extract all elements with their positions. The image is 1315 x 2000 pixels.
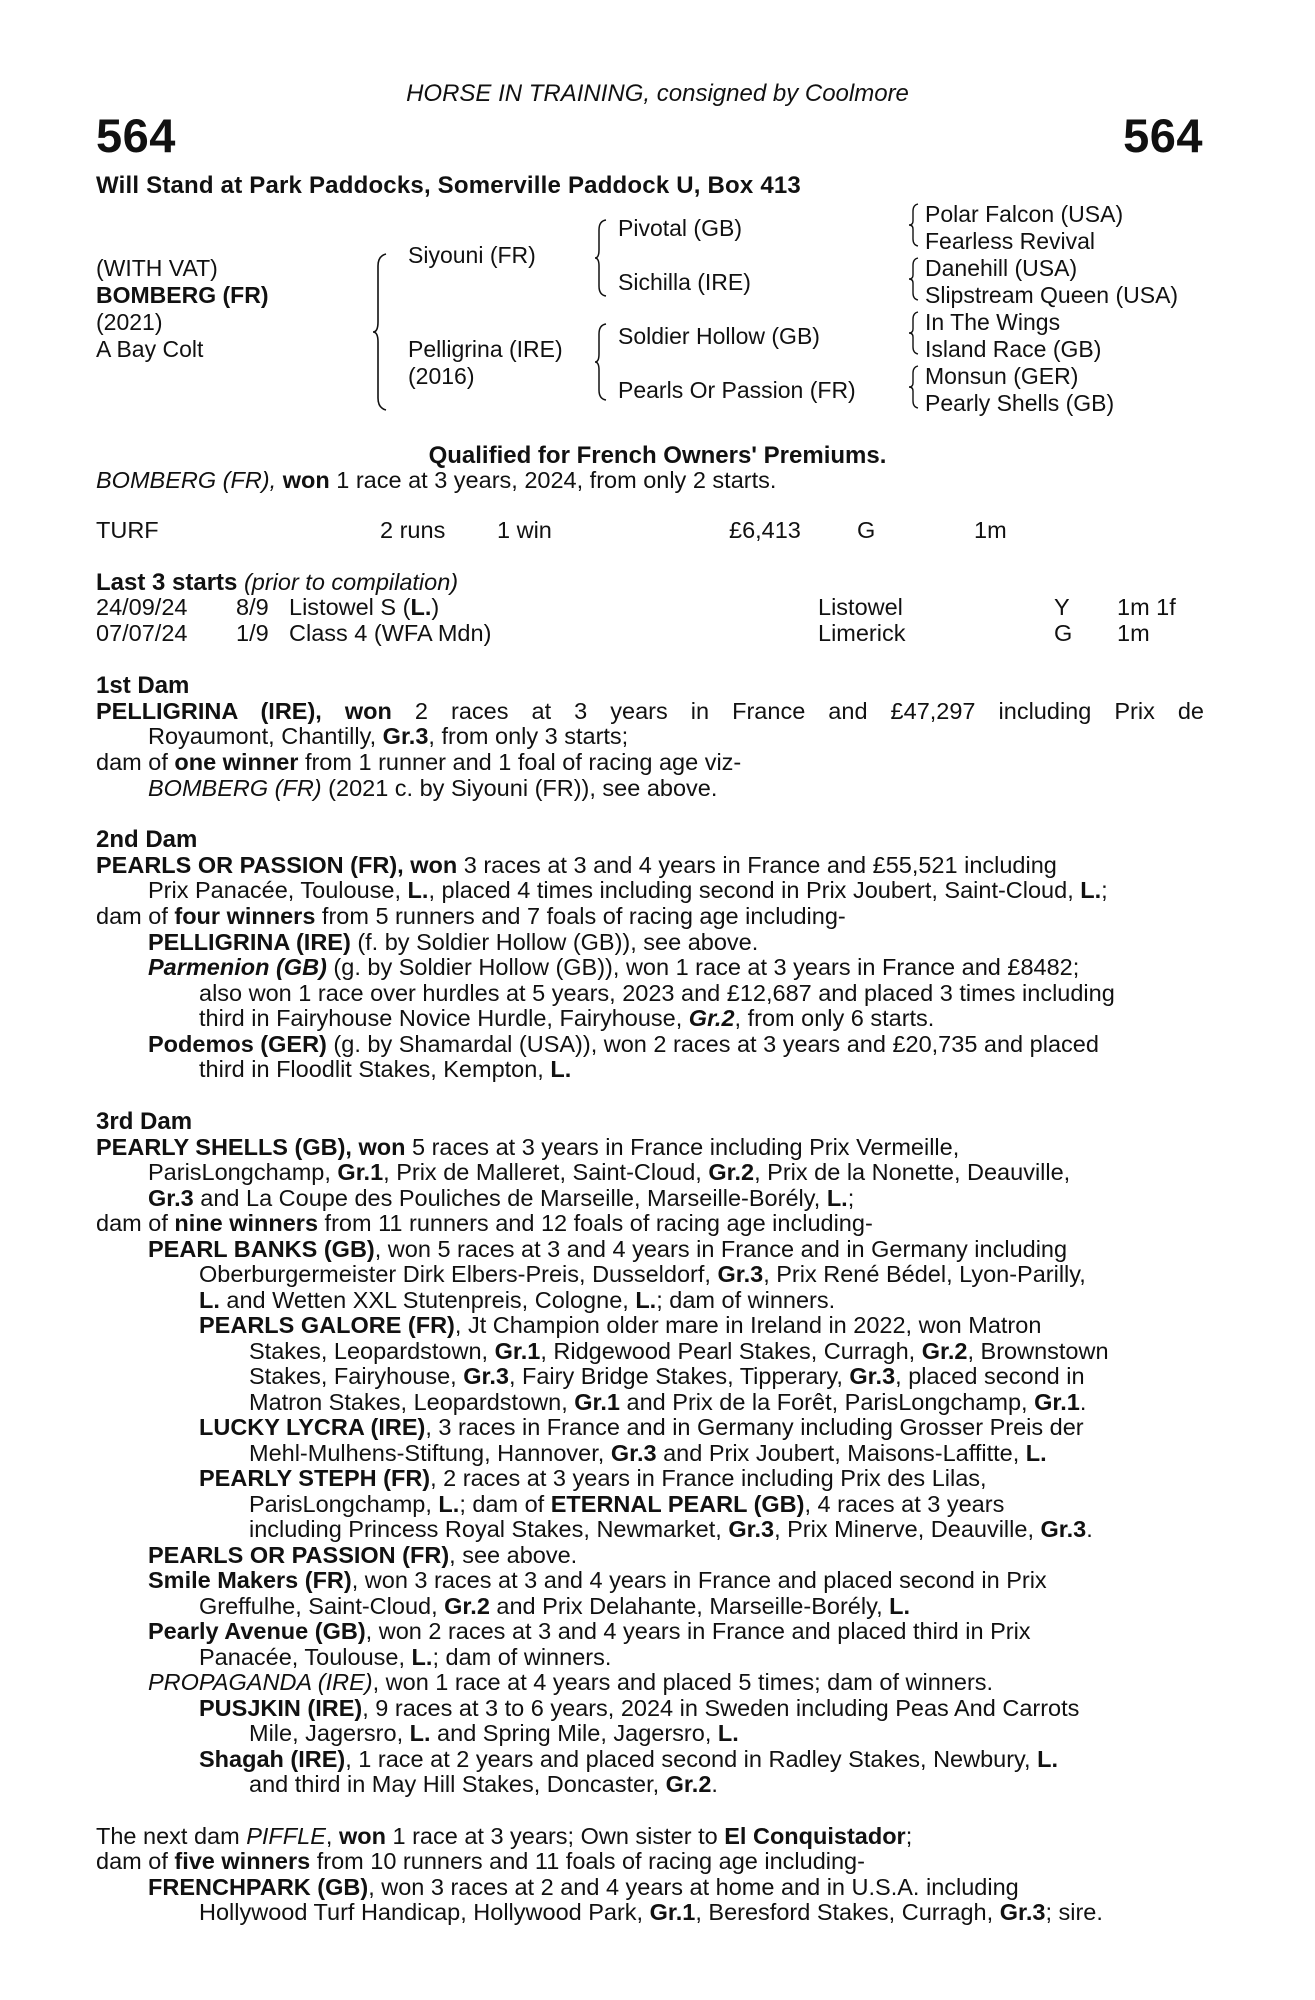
progeny-line — [148, 1875, 1019, 1901]
grade-label: Gr.3 — [717, 1261, 764, 1287]
grade-label: Gr.2 — [665, 1771, 712, 1797]
third-dam-text: and La Coupe des Pouliches de Marseille, Marseille-Borély, — [193, 1185, 827, 1211]
grade-label: L. — [889, 1593, 911, 1619]
pedigree-brace-ss — [908, 203, 920, 247]
progeny-line — [249, 1517, 1093, 1543]
progeny-line — [249, 1492, 1004, 1518]
progeny-text: Hollywood Turf Handicap, Hollywood Park, — [199, 1899, 650, 1925]
second-dam-text: ; — [1101, 877, 1108, 903]
next-dam-line — [96, 1824, 912, 1850]
winners-count: nine winners — [174, 1210, 319, 1236]
second-dam-name: PEARLS OR PASSION (FR), won — [96, 852, 458, 878]
dam-sire: Soldier Hollow (GB) — [618, 323, 820, 349]
progeny-line — [199, 1313, 1041, 1339]
sibling-name: El Conquistador — [724, 1823, 906, 1849]
progeny-line — [249, 1721, 739, 1747]
qualified-note: Qualified for French Owners' Premiums. — [428, 442, 887, 469]
first-dam-text: , from only 3 starts; — [428, 723, 629, 749]
progeny-text: and Prix Delahante, Marseille-Borély, — [489, 1593, 890, 1619]
pedigree-brace-sire — [594, 218, 608, 298]
grade-label: L. — [1025, 1440, 1047, 1466]
pedigree-brace-dd — [908, 365, 920, 409]
second-dam-text: 3 races at 3 and 4 years in France and £55,521 including — [457, 852, 1057, 878]
progeny-text: ; dam of — [459, 1491, 551, 1517]
vat-note: (WITH VAT) — [96, 255, 218, 281]
grade-label: Gr.3 — [999, 1899, 1046, 1925]
horse-year: (2021) — [96, 309, 163, 335]
grade-label: Gr.2 — [708, 1159, 755, 1185]
progeny-line — [199, 1262, 1086, 1288]
progeny-text: , 9 races at 3 to 6 years, 2024 in Sweden including Peas And Carrots — [362, 1695, 1080, 1721]
progeny-text: and third in May Hill Stakes, Doncaster, — [249, 1771, 666, 1797]
next-dam-text: , — [325, 1823, 339, 1849]
start-row-race-grade: L. — [410, 594, 432, 620]
first-dam-text: Royaumont, Chantilly, — [148, 723, 383, 749]
progeny-name: ETERNAL PEARL (GB) — [550, 1491, 805, 1517]
grade-label: L. — [199, 1287, 220, 1313]
progeny-text: including Princess Royal Stakes, Newmarket, — [249, 1516, 729, 1542]
first-dam-heading: 1st Dam — [96, 672, 190, 699]
progeny-text: Stakes, Leopardstown, — [249, 1338, 495, 1364]
progeny-line — [148, 1568, 1047, 1594]
grade-label: L. — [411, 1644, 433, 1670]
progeny-name: PELLIGRINA (IRE) — [148, 929, 351, 955]
third-dam-text: from 11 runners and 12 foals of racing age including- — [318, 1210, 873, 1236]
progeny-text: , placed second in — [895, 1363, 1085, 1389]
third-dam-line — [148, 1160, 1070, 1186]
next-dam-text: dam of — [96, 1848, 175, 1874]
first-dam-text: (2021 c. by Siyouni (FR)), see above. — [321, 775, 718, 801]
next-dam-name: PIFFLE — [246, 1823, 326, 1849]
progeny-text: , Prix Minerve, Deauville, — [774, 1516, 1041, 1542]
first-dam-text: 2 races at 3 years in France and £47,297 including Prix de — [414, 698, 1204, 724]
progeny-text: (f. by Soldier Hollow (GB)), see above. — [350, 929, 759, 955]
second-dam-line — [96, 853, 1057, 879]
progeny-text: third in Fairyhouse Novice Hurdle, Fairyhouse, — [199, 1005, 689, 1031]
grade-label: L. — [409, 1720, 431, 1746]
lot-number-right: 564 — [1123, 109, 1203, 162]
grade-label: L. — [438, 1491, 460, 1517]
start-row-course: Listowel — [818, 594, 903, 620]
second-dam-text: Prix Panacée, Toulouse, — [148, 877, 408, 903]
progeny-text: and Prix Joubert, Maisons-Laffitte, — [656, 1440, 1026, 1466]
progeny-line — [148, 1237, 1067, 1263]
progeny-line — [249, 1364, 1085, 1390]
grade-label: L. — [407, 877, 429, 903]
record-earnings: £6,413 — [729, 517, 801, 543]
progeny-text: Stakes, Fairyhouse, — [249, 1363, 464, 1389]
progeny-text: and Wetten XXL Stutenpreis, Cologne, — [219, 1287, 636, 1313]
pedigree-ssd: Fearless Revival — [925, 228, 1095, 254]
summary-won: won — [282, 467, 330, 493]
progeny-name: Smile Makers (FR) — [148, 1567, 352, 1593]
progeny-text: , Prix René Bédel, Lyon-Parilly, — [763, 1261, 1086, 1287]
start-row-going: Y — [1054, 594, 1070, 620]
progeny-text: Oberburgermeister Dirk Elbers-Preis, Dusseldorf, — [199, 1261, 718, 1287]
progeny-line — [148, 1670, 993, 1696]
lot-number-left: 564 — [96, 109, 176, 162]
progeny-line — [249, 1441, 1047, 1467]
start-row-race: Class 4 (WFA Mdn) — [289, 620, 492, 646]
progeny-text: Mehl-Mulhens-Stiftung, Hannover, — [249, 1440, 611, 1466]
pedigree-brace-sd — [908, 257, 920, 301]
second-dam-heading: 2nd Dam — [96, 826, 198, 853]
progeny-text: , Brownstown — [967, 1338, 1109, 1364]
progeny-line — [148, 1619, 1031, 1645]
summary-rest: 1 race at 3 years, 2024, from only 2 starts. — [336, 467, 777, 493]
last-starts-title: Last 3 starts — [96, 569, 238, 596]
progeny-text: ; dam of winners. — [656, 1287, 836, 1313]
progeny-name: Pearly Avenue (GB) — [148, 1618, 366, 1644]
grade-label: Gr.2 — [921, 1338, 968, 1364]
second-dam-line — [96, 904, 846, 930]
progeny-text: , Jt Champion older mare in Ireland in 2022, won Matron — [454, 1312, 1042, 1338]
grade-label: Gr.1 — [649, 1899, 696, 1925]
consignment-line: HORSE IN TRAINING, consigned by Coolmore — [406, 80, 909, 107]
progeny-line — [199, 1057, 571, 1083]
next-dam-line — [96, 1849, 865, 1875]
progeny-line — [199, 1645, 611, 1671]
first-dam-block — [96, 699, 1204, 725]
start-row-course: Limerick — [818, 620, 906, 646]
second-dam-text: from 5 runners and 7 foals of racing age including- — [315, 903, 846, 929]
record-wins: 1 win — [497, 517, 552, 543]
progeny-line — [199, 1696, 1079, 1722]
progeny-name: PUSJKIN (IRE) — [199, 1695, 363, 1721]
pedigree-dsd: Island Race (GB) — [925, 336, 1102, 362]
second-dam-text: , placed 4 times including second in Prix Joubert, Saint-Cloud, — [428, 877, 1081, 903]
grade-label: Gr.1 — [1034, 1389, 1080, 1415]
dam-name: Pelligrina (IRE) — [408, 336, 563, 362]
second-dam-line — [148, 878, 1108, 904]
next-dam-text: 1 race at 3 years; Own sister to — [385, 1823, 725, 1849]
progeny-name: FRENCHPARK (GB) — [148, 1874, 369, 1900]
third-dam-text: dam of — [96, 1210, 175, 1236]
pedigree-sss: Polar Falcon (USA) — [925, 201, 1124, 227]
start-row-distance: 1m 1f — [1117, 594, 1176, 620]
race-summary — [96, 468, 776, 494]
third-dam-heading: 3rd Dam — [96, 1108, 193, 1135]
progeny-text: , Fairy Bridge Stakes, Tipperary, — [508, 1363, 850, 1389]
pedigree-dss: In The Wings — [925, 309, 1061, 335]
pedigree-brace-ds — [908, 311, 920, 355]
next-dam-won: won — [338, 1823, 386, 1849]
progeny-text: (g. by Soldier Hollow (GB)), won 1 race at 3 years in France and £8482; — [326, 954, 1080, 980]
progeny-name: PEARLY STEPH (FR) — [199, 1465, 431, 1491]
record-runs: 2 runs — [380, 517, 446, 543]
progeny-text: , won 5 races at 3 and 4 years in France and in Germany including — [374, 1236, 1068, 1262]
progeny-text: , see above. — [449, 1542, 578, 1568]
grade-label: Gr.3 — [728, 1516, 775, 1542]
progeny-name: LUCKY LYCRA (IRE) — [199, 1414, 426, 1440]
grade-label: Gr.3 — [849, 1363, 896, 1389]
progeny-text: ; dam of winners. — [432, 1644, 612, 1670]
start-row-race-close: ) — [431, 594, 440, 620]
grade-label: L. — [1037, 1746, 1059, 1772]
grade-label: L. — [717, 1720, 739, 1746]
grade-label: L. — [826, 1185, 848, 1211]
progeny-text: , 3 races in France and in Germany including Grosser Preis der — [425, 1414, 1084, 1440]
pedigree-dds: Monsun (GER) — [925, 363, 1079, 389]
grade-label: Gr.1 — [574, 1389, 620, 1415]
progeny-line — [199, 1747, 1058, 1773]
grade-label: Gr.2 — [688, 1005, 735, 1031]
grade-label: L. — [1080, 877, 1102, 903]
progeny-line: also won 1 race over hurdles at 5 years, 2023 and £12,687 and placed 3 times including — [199, 980, 1115, 1006]
progeny-line — [199, 1594, 910, 1620]
progeny-text: third in Floodlit Stakes, Kempton, — [199, 1056, 551, 1082]
pedigree-sds: Danehill (USA) — [925, 255, 1078, 281]
progeny-text: , Beresford Stakes, Curragh, — [695, 1899, 1000, 1925]
progeny-text: ParisLongchamp, — [249, 1491, 439, 1517]
winners-count: one winner — [174, 749, 299, 775]
progeny-name: Shagah (IRE) — [199, 1746, 346, 1772]
grade-label: L. — [635, 1287, 657, 1313]
next-dam-text: The next dam — [96, 1823, 247, 1849]
grade-label: Gr.3 — [1040, 1516, 1087, 1542]
dam-year: (2016) — [408, 363, 475, 389]
progeny-text: , won 2 races at 3 and 4 years in France and placed third in Prix — [365, 1618, 1031, 1644]
progeny-text: and Prix de la Forêt, ParisLongchamp, — [620, 1389, 1035, 1415]
grade-label: L. — [550, 1056, 572, 1082]
grade-label: Gr.1 — [337, 1159, 384, 1185]
progeny-text: Panacée, Toulouse, — [199, 1644, 412, 1670]
third-dam-line — [148, 1186, 854, 1212]
grade-label: Gr.1 — [494, 1338, 541, 1364]
third-dam-text: , Prix de la Nonette, Deauville, — [754, 1159, 1071, 1185]
first-dam-text: dam of — [96, 749, 175, 775]
progeny-name: PROPAGANDA (IRE) — [148, 1669, 373, 1695]
stand-location: Will Stand at Park Paddocks, Somerville Paddock U, Box 413 — [96, 172, 801, 199]
third-dam-text: , Prix de Malleret, Saint-Cloud, — [383, 1159, 709, 1185]
first-dam-text: from 1 runner and 1 foal of racing age viz- — [298, 749, 742, 775]
next-dam-text: from 10 runners and 11 foals of racing age including- — [310, 1848, 865, 1874]
progeny-name: PEARLS GALORE (FR) — [199, 1312, 455, 1338]
progeny-text: , 1 race at 2 years and placed second in Radley Stakes, Newbury, — [345, 1746, 1038, 1772]
pedigree-ddd: Pearly Shells (GB) — [925, 390, 1115, 416]
progeny-text: Greffulhe, Saint-Cloud, — [199, 1593, 445, 1619]
next-dam-text: ; — [905, 1823, 913, 1849]
progeny-line — [249, 1390, 1086, 1416]
first-dam-line — [148, 776, 717, 802]
first-dam-line — [96, 699, 1204, 725]
start-row-date: 24/09/24 — [96, 594, 188, 620]
start-row-position: 1/9 — [236, 620, 269, 646]
record-going: G — [857, 517, 876, 543]
progeny-text: , Ridgewood Pearl Stakes, Curragh, — [540, 1338, 922, 1364]
winners-count: four winners — [174, 903, 316, 929]
third-dam-line — [96, 1135, 959, 1161]
progeny-line — [199, 1006, 934, 1032]
progeny-text: . — [1086, 1516, 1093, 1542]
record-surface: TURF — [96, 517, 159, 543]
progeny-line — [199, 1466, 987, 1492]
last-starts-heading — [96, 570, 458, 596]
pedigree-brace-main — [372, 252, 388, 412]
grade-label: Gr.2 — [444, 1593, 490, 1619]
progeny-text: Mile, Jagersro, — [249, 1720, 410, 1746]
progeny-text: , from only 6 starts. — [734, 1005, 935, 1031]
grade-label: Gr.3 — [610, 1440, 657, 1466]
progeny-line — [249, 1339, 1109, 1365]
record-distance: 1m — [974, 517, 1007, 543]
horse-description: A Bay Colt — [96, 336, 204, 362]
third-dam-text: ; — [847, 1185, 855, 1211]
third-dam-name: PEARLY SHELLS (GB), won — [96, 1134, 406, 1160]
sire-sire: Pivotal (GB) — [618, 215, 742, 241]
first-dam-line — [148, 724, 628, 750]
grade-label: Gr.3 — [382, 723, 429, 749]
start-row-race-text: Listowel S ( — [289, 594, 411, 620]
progeny-text: , won 3 races at 3 and 4 years in France and placed second in Prix — [351, 1567, 1047, 1593]
progeny-name: PEARL BANKS (GB) — [148, 1236, 375, 1262]
grade-label: Gr.3 — [463, 1363, 509, 1389]
summary-name: BOMBERG (FR), — [96, 467, 277, 493]
progeny-line — [199, 1288, 835, 1314]
progeny-text: . — [1079, 1389, 1087, 1415]
pedigree-brace-dam — [594, 322, 608, 402]
progeny-name: BOMBERG (FR) — [148, 775, 322, 801]
start-row-distance: 1m — [1117, 620, 1150, 646]
first-dam-line — [96, 750, 741, 776]
horse-name: BOMBERG (FR) — [96, 282, 269, 308]
progeny-line — [148, 930, 758, 956]
start-row-position: 8/9 — [236, 594, 269, 620]
progeny-text: (g. by Shamardal (USA)), won 2 races at 3 years and £20,735 and placed — [326, 1031, 1099, 1057]
progeny-line — [148, 955, 1079, 981]
start-row-date: 07/07/24 — [96, 620, 188, 646]
progeny-line — [199, 1900, 1103, 1926]
progeny-line — [199, 1415, 1084, 1441]
progeny-text: Matron Stakes, Leopardstown, — [249, 1389, 575, 1415]
last-starts-note: (prior to compilation) — [243, 569, 459, 595]
start-row-race — [289, 595, 439, 621]
progeny-line — [249, 1772, 718, 1798]
progeny-name: Parmenion (GB) — [148, 954, 327, 980]
first-dam-name: PELLIGRINA (IRE), won — [96, 698, 392, 724]
sire-name: Siyouni (FR) — [408, 242, 536, 268]
progeny-text: , won 1 race at 4 years and placed 5 times; dam of winners. — [372, 1669, 994, 1695]
third-dam-text: 5 races at 3 years in France including Prix Vermeille, — [405, 1134, 960, 1160]
progeny-text: , 4 races at 3 years — [804, 1491, 1005, 1517]
progeny-text: , won 3 races at 2 and 4 years at home and in U.S.A. including — [368, 1874, 1019, 1900]
progeny-text: , 2 races at 3 years in France including Prix des Lilas, — [430, 1465, 987, 1491]
third-dam-text: ParisLongchamp, — [148, 1159, 338, 1185]
grade-label: Gr.3 — [148, 1185, 194, 1211]
progeny-name: Podemos (GER) — [148, 1031, 327, 1057]
progeny-line — [148, 1543, 577, 1569]
progeny-text: . — [711, 1771, 718, 1797]
third-dam-line — [96, 1211, 873, 1237]
second-dam-text: dam of — [96, 903, 175, 929]
start-row-going: G — [1054, 620, 1073, 646]
dam-dam: Pearls Or Passion (FR) — [618, 377, 856, 403]
progeny-text: ; sire. — [1045, 1899, 1103, 1925]
sire-dam: Sichilla (IRE) — [618, 269, 751, 295]
progeny-text: and Spring Mile, Jagersro, — [430, 1720, 718, 1746]
progeny-name: PEARLS OR PASSION (FR) — [148, 1542, 450, 1568]
progeny-line — [148, 1032, 1099, 1058]
pedigree-sdd: Slipstream Queen (USA) — [925, 282, 1179, 308]
winners-count: five winners — [174, 1848, 311, 1874]
